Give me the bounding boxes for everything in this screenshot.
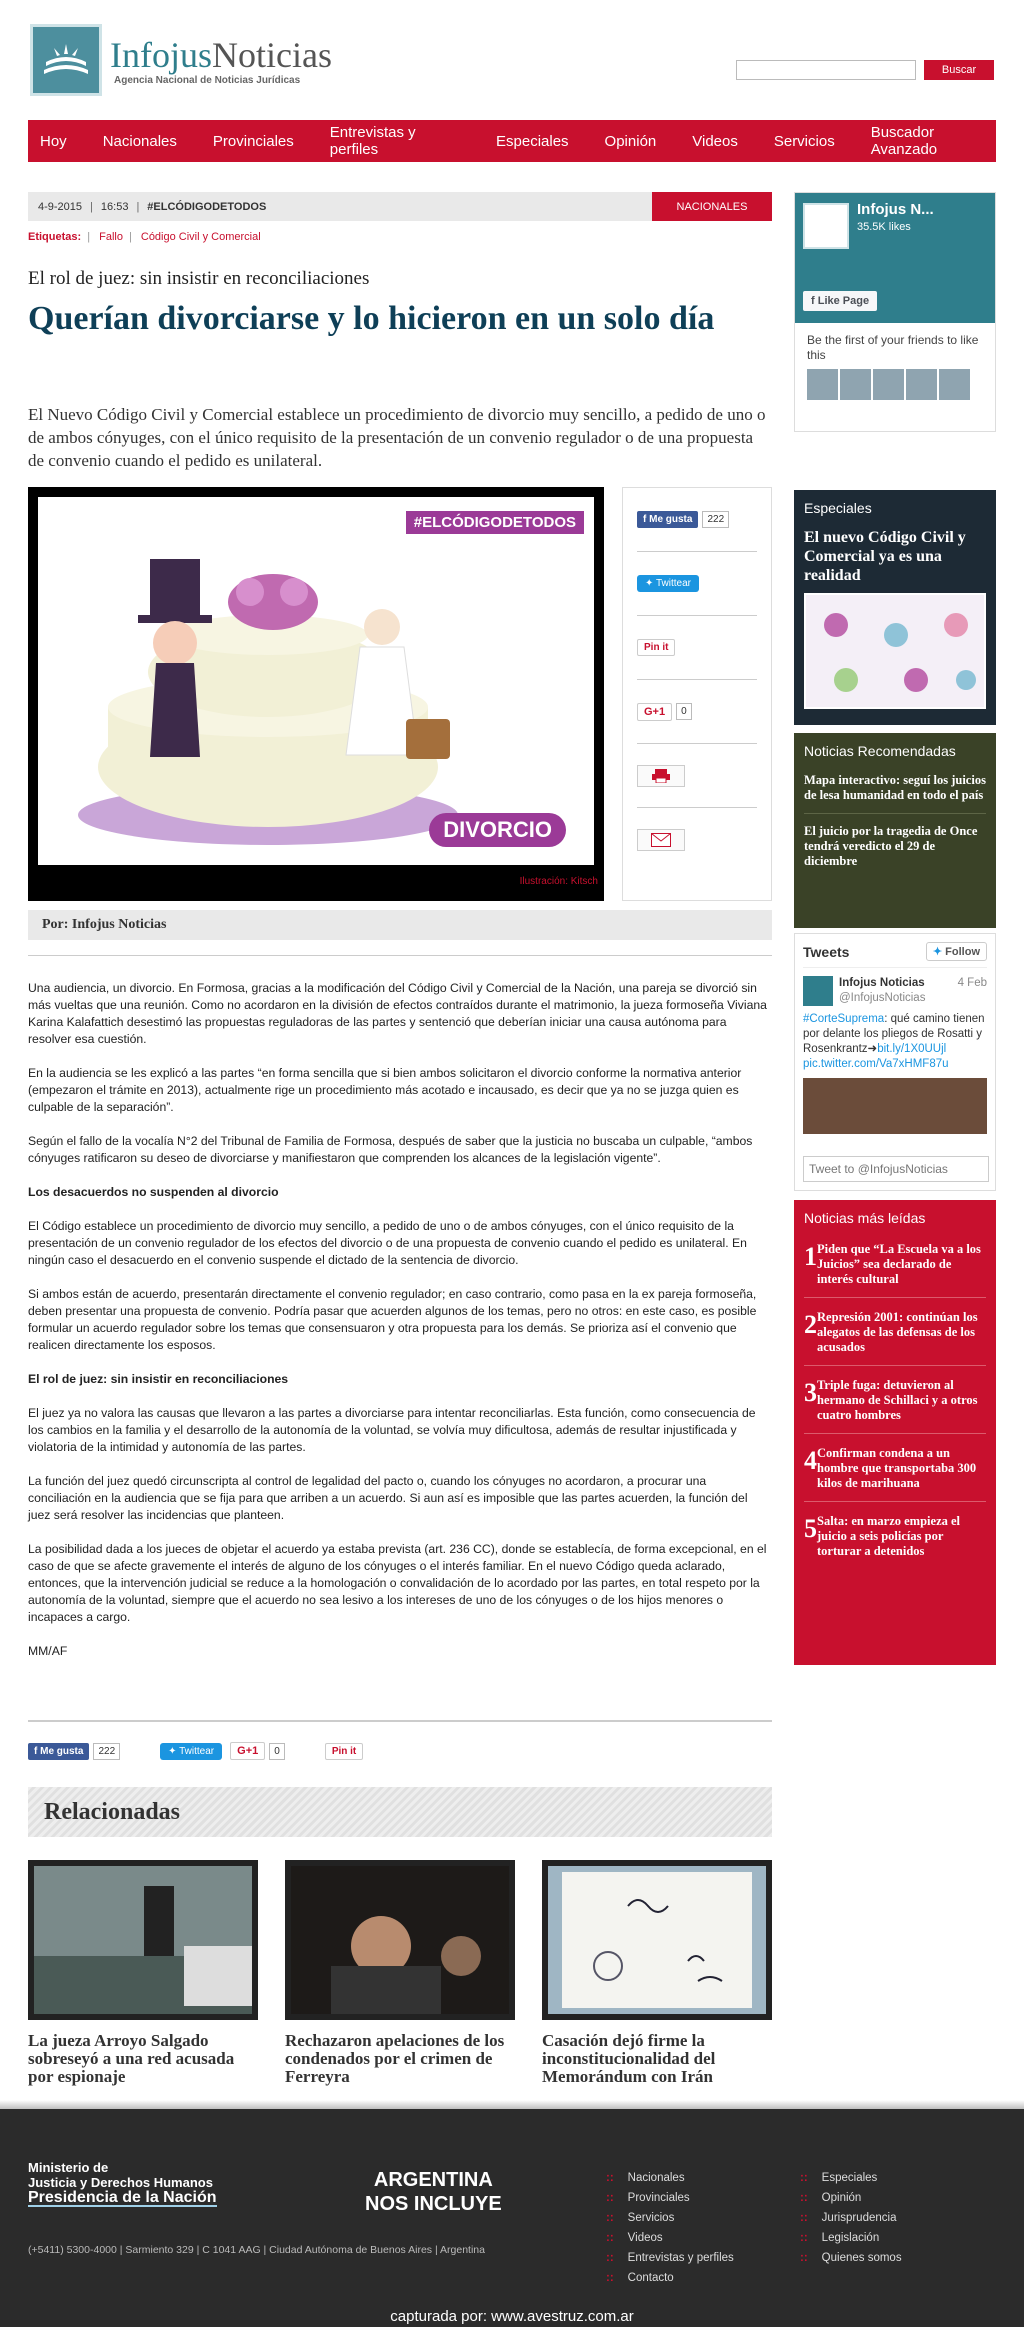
twitter-share-button[interactable] [637, 575, 699, 592]
related-title[interactable]: Casación dejó firme la inconstitucionalidad del Memorándum con Irán [542, 2031, 716, 2086]
nav-item-videos[interactable]: Videos [692, 132, 738, 150]
twitter-follow-button[interactable] [926, 942, 987, 961]
nav-item-provinciales[interactable]: Provinciales [212, 132, 294, 150]
rank-number: 2 [804, 1310, 817, 1339]
fb-page-name: Infojus N... [857, 201, 934, 218]
avatar[interactable] [906, 369, 937, 400]
image-divorcio-label: DIVORCIO [429, 813, 566, 847]
article-paragraph: El juez ya no valora las causas que llevaron a las partes a divorciarse para intentar reconciliarlas. Esta función, como consecuencia de los cambios en la familia y el desarrollo de la autonomía de la voluntad, se volvía muy dificultosa, además de resultar injustificada y violatoria de la intimidad y autonomía de las partes. [28, 1406, 756, 1454]
recomendadas-label: Noticias Recomendadas [804, 743, 956, 759]
share-row-email [637, 808, 757, 872]
share-row-print [637, 744, 757, 808]
mas-leidas-item[interactable] [804, 1242, 986, 1298]
footer-address: (+5411) 5300-4000 | Sarmiento 329 | C 1041 AAG | Ciudad Autónoma de Buenos Aires | Argentina [28, 2244, 485, 2256]
logo-subtitle: Agencia Nacional de Noticias Jurídicas [114, 74, 301, 86]
mas-leidas-title[interactable]: Salta: en marzo empieza el juicio a seis policías por torturar a detenidos [817, 1514, 961, 1558]
nav-item-hoy[interactable]: Hoy [40, 132, 67, 150]
footer-link[interactable]: :: Contacto [606, 2268, 734, 2288]
tag-link[interactable]: Fallo [99, 231, 123, 243]
especiales-label: Especiales [804, 500, 872, 516]
tags-row: Etiquetas: | Fallo | Código Civil y Comercial [28, 231, 261, 243]
footer-link[interactable]: :: Nacionales [606, 2168, 734, 2188]
recomendada-link[interactable]: El juicio por la tragedia de Once tendrá veredicto el 29 de diciembre [804, 824, 978, 868]
article-hashtag[interactable]: #ELCÓDIGODETODOS [147, 200, 267, 213]
article-paragraph: Según el fallo de la vocalía N°2 del Tribunal de Familia de Formosa, después de saber que la justicia no buscaba un culpable, “ambos cónyuges ratificaron su deseo de divorciarse y manifiestaron que comprenden los alcances de la legislación vigente”. [28, 1134, 753, 1165]
bottom-share-bar [28, 1742, 363, 1760]
footer-link[interactable]: :: Entrevistas y perfiles [606, 2248, 734, 2268]
gplus-count: 0 [269, 1743, 285, 1760]
share-row-twitter [637, 552, 757, 616]
mas-leidas-item[interactable] [804, 1446, 986, 1502]
tweet-text: : qué camino tienen por delante los pliegos de Rosatti y Rosenkrantz➜ [803, 1013, 985, 1055]
fb-like-page-button[interactable] [803, 291, 877, 311]
article-kicker: El rol de juez: sin insistir en reconciliaciones [28, 268, 370, 289]
nav-item-especiales[interactable]: Especiales [496, 132, 569, 150]
twitter-bird-icon: ✦ [932, 946, 946, 958]
nav-item-nacionales[interactable]: Nacionales [102, 132, 177, 150]
like-count: 222 [702, 511, 729, 528]
mas-leidas-title[interactable]: Represión 2001: continúan los alegatos de las defensas de los acusados [817, 1310, 978, 1354]
footer-link[interactable]: :: Legislación [800, 2228, 902, 2248]
avatar[interactable] [807, 369, 838, 400]
avatar[interactable] [939, 369, 970, 400]
tag-link[interactable]: Código Civil y Comercial [140, 231, 261, 243]
footer-link[interactable]: :: Videos [606, 2228, 734, 2248]
gplus-count: 0 [676, 703, 692, 720]
logo-name-infojus: Infojus [110, 34, 212, 75]
tweet-reply-input[interactable]: Tweet to @InfojusNoticias [803, 1156, 989, 1182]
like-count: 222 [93, 1743, 120, 1760]
article-meta-bar: 4-9-2015 | 16:53 | #ELCÓDIGODETODOS [28, 192, 652, 221]
search-button[interactable]: Buscar [924, 60, 994, 80]
mas-leidas-item[interactable] [804, 1514, 986, 1569]
like-page-label: Like Page [817, 295, 870, 307]
avatar[interactable] [840, 369, 871, 400]
rank-number: 3 [804, 1378, 817, 1407]
tweet-hashtag[interactable]: #CorteSuprema [803, 1013, 885, 1025]
tweet-user: Infojus Noticias [839, 977, 925, 989]
mas-leidas-box [794, 1200, 996, 1665]
mas-leidas-item[interactable] [804, 1378, 986, 1434]
gplus-button[interactable]: G+1 [230, 1742, 265, 1760]
related-photo [28, 1860, 258, 2020]
nav-item-entrevistas[interactable]: Entrevistas y perfiles [329, 124, 416, 158]
book-logo-icon [30, 24, 102, 96]
footer-link[interactable]: :: Especiales [800, 2168, 902, 2188]
article-author: Por: Infojus Noticias [28, 910, 772, 940]
tweet-label: Twittear [179, 1745, 215, 1757]
like-label: Me gusta [40, 1745, 84, 1757]
facebook-icon: f [811, 295, 818, 307]
rank-number: 1 [804, 1242, 817, 1271]
avatar [803, 976, 833, 1006]
related-header [28, 1787, 772, 1837]
tweet-handle: @InfojusNoticias [839, 992, 926, 1004]
article-date: 4-9-2015 [38, 200, 83, 213]
divider [28, 955, 772, 956]
facebook-like-button[interactable] [28, 1743, 89, 1760]
fb-friends-text: Be the first of your friends to like this [807, 333, 979, 362]
footer-link[interactable]: :: Opinión [800, 2188, 902, 2208]
article-paragraph: En la audiencia se les explicó a las partes “en forma sencilla que si bien ambos solicitaron el divorcio conforme la normativa anterior (empezaron el trámite en 2013), actualmente rige un procedimiento más acotado e incausado, es decir que ya no se juzga quien es culpable de la separación”. [28, 1066, 742, 1114]
article-body [28, 980, 772, 1677]
facebook-icon: f [34, 1745, 41, 1757]
related-item[interactable] [285, 1860, 515, 2086]
footer-link[interactable]: :: Provinciales [606, 2188, 734, 2208]
related-item[interactable] [542, 1860, 772, 2086]
logo-name-noticias: Noticias [212, 34, 332, 75]
mas-leidas-title[interactable]: Triple fuga: detuvieron al hermano de Schillaci y a otros cuatro hombres [817, 1378, 978, 1422]
wedding-cake-illustration [38, 497, 594, 865]
rank-number: 4 [804, 1446, 817, 1475]
ministry-logo[interactable] [28, 2160, 217, 2207]
recomendadas-box [794, 733, 996, 928]
share-row-pinterest [637, 616, 757, 680]
article-lead: El Nuevo Código Civil y Comercial establece un procedimiento de divorcio muy sencillo, a pedido de uno o de ambos cónyuges, con el único requisito de la presentación de un convenio regulador o de una propuesta de convenio cuando el pedido es unilateral. [28, 405, 766, 470]
facebook-page-widget [794, 192, 996, 432]
image-caption: Ilustración: Kitsch [519, 876, 598, 887]
facebook-like-button[interactable] [637, 511, 698, 528]
especiales-title[interactable]: El nuevo Código Civil y Comercial ya es una realidad [804, 529, 966, 584]
ministry-line-2: Justicia y Derechos Humanos [28, 2175, 213, 2190]
share-row-facebook [637, 488, 757, 552]
argentina-line-1: ARGENTINA [373, 2169, 493, 2191]
related-photo [542, 1860, 772, 2020]
related-photo [285, 1860, 515, 2020]
nav-item-buscador[interactable]: Buscador Avanzado [870, 124, 938, 158]
article-title: Querían divorciarse y lo hicieron en un solo día [28, 300, 715, 337]
related-heading: Relacionadas [44, 1798, 181, 1825]
article-subheading: Los desacuerdos no suspenden al divorcio [28, 1185, 279, 1199]
facebook-icon: f [643, 514, 650, 525]
related-title[interactable]: Rechazaron apelaciones de los condenados por el crimen de Ferreyra [285, 2031, 505, 2086]
mas-leidas-label: Noticias más leídas [804, 1210, 926, 1226]
mas-leidas-title[interactable]: Confirman condena a un hombre que transportaba 300 kilos de marihuana [817, 1446, 977, 1490]
tweets-label: Tweets [803, 943, 850, 960]
share-row-gplus [637, 680, 757, 744]
divider [28, 1720, 772, 1722]
pinterest-button[interactable]: Pin it [325, 1743, 363, 1760]
article-paragraph: La función del juez quedó circunscripta al control de legalidad del pacto o, cuando los cónyuges no acordaron, a procurar una conciliación en la audiencia que se fija para que arriben a un acuerdo. Si aun así es imposible que las partes acuerden, la función del juez será resolver las incidencias que planteen. [28, 1474, 748, 1522]
article-paragraph: Una audiencia, un divorcio. En Formosa, gracias a la modificación del Código Civil y Comercial de la Nación, una pareja se divorció sin más vueltas que una reunión. Como no acordaron en la división de efectos contraídos durante el matrimonio, la jueza formoseña Viviana Karina Kalafattich desestimó las propuestas reguladoras de las partes y sentenció que deberían iniciar una causa autónoma para resolver esa cuestión. [28, 981, 767, 1046]
fb-friends-avatars [807, 369, 983, 400]
like-label: Me gusta [649, 514, 693, 525]
twitter-bird-icon: ✦ [168, 1745, 180, 1757]
article-subheading: El rol de juez: sin insistir en reconciliaciones [28, 1372, 289, 1386]
fb-page-likes: 35.5K likes [857, 221, 911, 233]
rank-number: 5 [804, 1514, 817, 1543]
article-time: 16:53 [100, 200, 129, 213]
capture-credit: capturada por: www.avestruz.com.ar [390, 2308, 634, 2325]
search-input[interactable] [736, 60, 916, 80]
facebook-page-header[interactable] [795, 193, 995, 323]
tweet-label: Twittear [655, 578, 691, 589]
tweet-date: 4 Feb [957, 977, 987, 989]
twitter-share-button[interactable] [160, 1743, 222, 1760]
twitter-bird-icon: ✦ [645, 578, 656, 589]
article-paragraph: El Código establece un procedimiento de divorcio muy sencillo, a pedido de uno o de ambos cónyuges, con el único requisito de la presentación de un convenio regulador de los efectos del divorcio o de una propuesta de convenio cuando el pedido es unilateral. En ningún caso el desacuerdo en el convenio suspende el dictado de la sentencia de divorcio. [28, 1219, 747, 1267]
email-button[interactable] [637, 829, 685, 851]
tweet-link[interactable]: bit.ly/1X0UUjl pic.twitter.com/Va7xHMF87u [803, 1043, 949, 1070]
section-badge[interactable]: NACIONALES [652, 192, 772, 221]
article-signature: MM/AF [28, 1644, 68, 1658]
nav-item-opinion[interactable]: Opinión [604, 132, 657, 150]
print-button[interactable] [637, 765, 685, 787]
tags-label: Etiquetas: [28, 231, 82, 243]
ministry-line-1: Ministerio de [28, 2160, 109, 2175]
argentina-logo [365, 2168, 502, 2216]
image-hashtag: #ELCÓDIGODETODOS [406, 511, 584, 534]
nav-item-servicios[interactable]: Servicios [773, 132, 835, 150]
mas-leidas-item[interactable] [804, 1310, 986, 1366]
page-avatar [803, 203, 849, 249]
recomendada-link[interactable]: Mapa interactivo: seguí los juicios de lesa humanidad en todo el país [804, 773, 986, 814]
footer-link[interactable]: :: Quienes somos [800, 2248, 902, 2268]
especiales-image [804, 593, 986, 709]
footer-link[interactable]: :: Servicios [606, 2208, 734, 2228]
article-paragraph: La posibilidad dada a los jueces de objetar el acuerdo ya estaba prevista (art. 236 CC), donde se establecía, de forma excepcional, en el caso de que se afecte gravemente el interés de alguno de los cónyuges o el interés familiar. En el nuevo Código queda aclarado, entonces, que la intervención judicial se reduce a la homologación o convalidación de lo acordado por las partes, en total respeto por la autonomía de la voluntad, siempre que el acuerdo no sea lesivo a los intereses de uno de los cónyuges o de los hijos menores o incapaces a cargo. [28, 1542, 767, 1624]
site-logo[interactable] [30, 24, 332, 96]
pinterest-button[interactable]: Pin it [637, 639, 675, 656]
related-item[interactable] [28, 1860, 258, 2086]
argentina-line-2: NOS INCLUYE [365, 2193, 502, 2215]
related-title[interactable]: La jueza Arroyo Salgado sobreseyó a una red acusada por espionaje [28, 2031, 235, 2086]
footer-links-col1 [606, 2168, 734, 2288]
main-nav [28, 120, 996, 162]
especiales-box[interactable] [794, 490, 996, 725]
footer-links-col2 [800, 2168, 902, 2268]
follow-label: Follow [945, 946, 980, 958]
printer-icon [652, 769, 670, 783]
tweet-photo [803, 1078, 987, 1134]
search-form [736, 60, 994, 80]
presidency-label: Presidencia de la Nación [28, 2189, 217, 2206]
envelope-icon [651, 833, 671, 847]
article-image [28, 487, 604, 901]
avatar[interactable] [873, 369, 904, 400]
tweet-item[interactable] [803, 976, 987, 1134]
twitter-widget [794, 933, 996, 1191]
share-column [622, 487, 772, 901]
gplus-button[interactable]: G+1 [637, 703, 672, 721]
footer-link[interactable]: :: Jurisprudencia [800, 2208, 902, 2228]
article-paragraph: Si ambos están de acuerdo, presentarán directamente el convenio regulador; en caso contrario, como pasa en la ex pareja formoseña, deben presentar una propuesta de convenio. Podría pasar que acuerden algunos de los temas, pero no otros: en este caso, es posible formular un acuerdo regulador sobre los temas que consensuaron y otra propuesta para los demás. Se prioriza así el convenio que realicen directamente los esposos. [28, 1287, 757, 1352]
mas-leidas-title[interactable]: Piden que “La Escuela va a los Juicios” sea declarado de interés cultural [817, 1242, 981, 1286]
